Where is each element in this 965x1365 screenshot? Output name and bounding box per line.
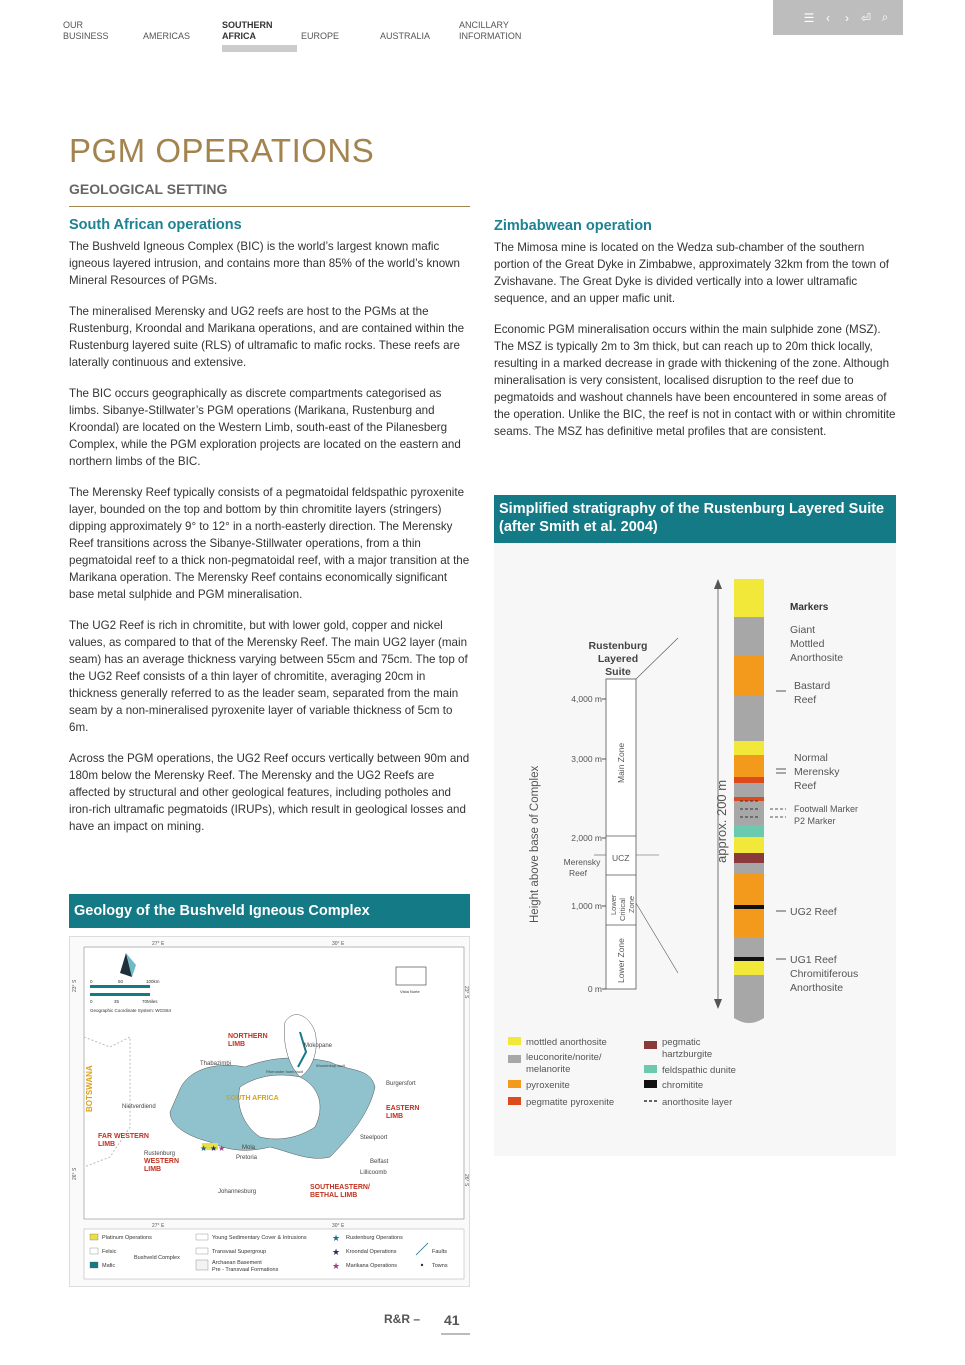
- legend-label: pyroxenite: [526, 1080, 570, 1091]
- tick-label: 2,000 m: [571, 833, 602, 843]
- scale-label: 35: [114, 999, 120, 1004]
- nav-ancillary-information[interactable]: [459, 20, 521, 42]
- layer-mottled-anorthosite: [734, 741, 764, 755]
- legend-label: Transvaal Supergroup: [212, 1249, 267, 1255]
- layer-mottled-anorthosite: [734, 961, 764, 975]
- layer-pegmatite-pyroxenite: [734, 797, 764, 801]
- map-label: FAR WESTERN: [98, 1133, 149, 1140]
- map-label: Thabazimbi: [200, 1061, 232, 1067]
- scale-bar: [90, 985, 150, 988]
- legend-swatch: [90, 1248, 98, 1254]
- merensky-left-label: Merensky: [563, 857, 601, 867]
- merensky-left-label: Reef: [569, 868, 587, 878]
- toolbar: [773, 0, 903, 35]
- nav-southern-africa[interactable]: [222, 20, 273, 42]
- menu-icon[interactable]: ☰: [803, 10, 815, 25]
- title-divider: [69, 206, 470, 207]
- scale-label: 70Miles: [142, 999, 158, 1004]
- map-label: Mola: [242, 1145, 256, 1151]
- tick-label: 4,000 m: [571, 694, 602, 704]
- left-column: [69, 217, 473, 849]
- legend-label: mottled anorthosite: [526, 1037, 607, 1048]
- legend-label: Young Sedimentary Cover & Intrusions: [212, 1235, 307, 1241]
- nav-label: AMERICAS: [143, 31, 191, 41]
- legend-label: hartzburgite: [662, 1049, 713, 1060]
- grid-label: 26° S: [463, 1174, 469, 1187]
- layer-chromitite: [734, 905, 764, 909]
- search-icon[interactable]: ⌕: [881, 10, 889, 24]
- legend-swatch: [644, 1065, 657, 1073]
- layer-pyroxenite: [734, 755, 764, 777]
- y-ticks: [571, 694, 606, 994]
- bushveld-map: [69, 936, 470, 1287]
- paragraph: The BIC occurs geographically as discrete compartments categorised as limbs. Sibanye-Stillwater’s PGM operations (Marikana, Rustenburg and Kroondal) are located on the Western Limb, south-east of the Pilanesberg Complex, while the PGM exploration projects are located on the eastern and northern limbs of the BIC.: [69, 387, 461, 468]
- legend-swatch: [90, 1262, 98, 1268]
- nav-our-business[interactable]: [63, 20, 109, 42]
- legend-label: chromitite: [662, 1080, 704, 1091]
- map-label: BETHAL LIMB: [310, 1192, 358, 1199]
- legend-label: Rustenburg Operations: [346, 1235, 403, 1241]
- zone-label: Lower Zone: [616, 938, 626, 983]
- stratigraphy-figure: [494, 543, 896, 1156]
- scale-label: 0: [90, 979, 93, 984]
- page-number: 41: [444, 1312, 460, 1328]
- grid-label: 30° E: [332, 941, 345, 947]
- map-label: LIMB: [386, 1113, 404, 1120]
- layer-pyroxenite: [734, 655, 764, 695]
- map-svg: [70, 937, 469, 1286]
- markers-heading: Markers: [790, 602, 829, 613]
- legend-label: Marikana Operations: [346, 1263, 398, 1269]
- marker-label: Mottled: [790, 638, 825, 650]
- legend-swatch: [196, 1234, 208, 1240]
- map-label: Lillicoomb: [360, 1170, 387, 1176]
- layer-norite: [734, 937, 764, 957]
- paragraph: Economic PGM mineralisation occurs within the main sulphide zone (MSZ). The MSZ is typically 2m to 3m thick, but can reach up to 20m thick locally, resulting in a marked decrease in grade with thickening of the zone. Although mineralisation is very consistent, localised disruption to the reef due to pegmatoids and washout channels have been encountered in some areas of the operation. Unlike the BIC, the reef is not in contact with or within chromitite seams. The MSZ has definitive metal profiles that are consistent.: [494, 323, 896, 438]
- grid-label: 26° S: [72, 1167, 78, 1180]
- legend-swatch: [508, 1097, 521, 1105]
- strat-svg: [494, 543, 896, 1156]
- zone-label: Main Zone: [616, 742, 626, 783]
- scale-bar: [90, 993, 150, 996]
- town-dot-icon: [421, 1264, 423, 1266]
- marker-label: UG2 Reef: [790, 906, 837, 918]
- map-figure-title: Geology of the Bushveld Igneous Complex: [69, 894, 470, 928]
- legend-swatch: [508, 1080, 521, 1088]
- legend-label: leuconorite/norite/: [526, 1052, 602, 1063]
- grid-label: 23° S: [72, 979, 78, 992]
- zone-label: Zone: [627, 895, 636, 913]
- coord-system: Geographic Coordinate System: WGS84: [90, 1008, 172, 1013]
- strat-column: [734, 579, 764, 1023]
- map-label: Rhenoster hoek fault: [266, 1069, 303, 1074]
- map-label: Johannesburg: [218, 1189, 257, 1195]
- suite-label: Layered: [597, 653, 639, 665]
- marker-label: Giant: [790, 624, 816, 636]
- grid-label: 27° E: [152, 1223, 165, 1229]
- layer-norite: [734, 801, 764, 825]
- legend-label: melanorite: [526, 1064, 571, 1075]
- map-label: Pretoria: [236, 1155, 258, 1161]
- footer-doc-label: R&R –: [384, 1312, 421, 1326]
- nav-americas[interactable]: [143, 20, 190, 42]
- layer-mottled-anorthosite: [734, 579, 764, 617]
- marker-label: Normal: [794, 752, 828, 764]
- legend-label: anorthosite layer: [662, 1097, 733, 1108]
- strat-legend: [508, 1037, 736, 1108]
- legend-label: Felsic: [102, 1249, 117, 1255]
- marker-label: Anorthosite: [790, 982, 844, 994]
- paragraph: The mineralised Merensky and UG2 reefs are host to the PGMs at the Rustenburg, Kroondal and Marikana operations, and are contained within the Rustenburg layered suite (RLS) of ultramafic to mafic rocks. These reefs are laterally continuous and extensive.: [69, 305, 465, 369]
- legend-swatch: [196, 1248, 208, 1254]
- legend-swatch: [90, 1234, 98, 1240]
- map-label: Belfast: [370, 1159, 389, 1165]
- marker-label: Anorthosite: [790, 652, 844, 664]
- layer-norite-base: [734, 975, 764, 1023]
- marker-label: P2 Marker: [794, 816, 836, 826]
- nav-label: BUSINESS: [63, 31, 109, 41]
- legend-swatch: [508, 1055, 521, 1063]
- nav-label: AUSTRALIA: [380, 31, 431, 41]
- legend-label: pegmatic: [662, 1037, 701, 1048]
- marker-label: Chromitiferous: [790, 968, 859, 980]
- active-tab-indicator: [222, 45, 297, 52]
- layer-norite: [734, 783, 764, 797]
- map-label: SOUTH AFRICA: [226, 1095, 279, 1102]
- nav-label: OUR: [63, 20, 83, 30]
- suite-label: Rustenburg: [588, 640, 648, 652]
- layer-pyroxenite: [734, 873, 764, 905]
- paragraph: The UG2 Reef is rich in chromitite, but with lower gold, copper and nickel values, as compared to that of the Merensky Reef. The main UG2 layer (main seam) has an average thickness varying between 55cm and 75cm. The top of the UG2 Reef consists of a thin layer of chromitite, averaging 20cm in thickness generally referred to as the leader seam, separated from the main seam by a non-mineralised pyroxenite layer of variable thickness of 5cm to 6m.: [69, 619, 468, 734]
- layer-mottled-anorthosite: [734, 837, 764, 853]
- layer-norite: [734, 863, 764, 873]
- legend-label: pegmatite pyroxenite: [526, 1097, 615, 1108]
- zone-label: UCZ: [612, 853, 630, 863]
- footer-underline: [441, 1333, 470, 1335]
- layer-chromitite: [734, 957, 764, 961]
- map-label: LIMB: [144, 1166, 162, 1173]
- layer-pyroxenite: [734, 909, 764, 937]
- nav-label: SOUTHERN: [222, 20, 273, 30]
- legend-swatch: [508, 1037, 521, 1045]
- grid-label: 23° S: [463, 986, 469, 999]
- tick-label: 1,000 m: [571, 901, 602, 911]
- page-title: PGM OPERATIONS: [69, 132, 375, 169]
- paragraph: The Merensky Reef typically consists of a pegmatoidal feldspathic pyroxenite layer, bounded on the top and bottom by thin chromitite layers (stringers) dipping approximately 9° to 12° in a north-easterly direction. The Merensky Reef transitions across the Sibanye-Stillwater operations, from a thin pegmatoidal reef to a thick non-pegmatoidal reef, with a major transition at the Marikana operation. The Merensky Reef contains economically significant base metal sulphide and PGM mineralisation.: [69, 486, 470, 601]
- zone-label: Lower: [609, 894, 618, 915]
- legend-swatch: [196, 1260, 208, 1270]
- suite-label: Suite: [605, 666, 631, 678]
- paragraph: The Bushveld Igneous Complex (BIC) is the world’s largest known mafic igneous layered intrusion, and contains more than 85% of the world’s known Mineral Resources of PGMs.: [69, 240, 460, 287]
- nav-label: EUROPE: [301, 31, 340, 41]
- map-label: Steelpoort: [360, 1135, 388, 1141]
- strat-figure-title: Simplified stratigraphy of the Rustenburg Layered Suite (after Smith et al. 2004): [494, 495, 896, 543]
- marikana-ops-star-icon: ★: [218, 1144, 226, 1153]
- layer-feldspathic-dunite: [734, 825, 764, 837]
- inset-label: Vista Norte: [400, 989, 420, 994]
- zone-label: Critical: [618, 898, 627, 921]
- marker-label: Merensky: [794, 766, 840, 778]
- chevron-right-icon[interactable]: ›: [845, 10, 849, 25]
- map-label: WESTERN: [144, 1158, 179, 1165]
- marker-label: Bastard: [794, 680, 831, 692]
- paragraph: Across the PGM operations, the UG2 Reef occurs vertically between 90m and 180m below the Merensky Reef. The Merensky and the UG2 Reefs are affected by structural and other geological features, including potholes and iron-rich ultramafic pegmatoids (IRUPs), which result in geological losses and have an impact on mining.: [69, 752, 470, 833]
- map-label: Mokopane: [304, 1043, 333, 1049]
- right-column: [494, 218, 896, 454]
- legend-label: Kroondal Operations: [346, 1249, 397, 1255]
- marker-label: Reef: [794, 780, 817, 792]
- map-label: Wonderkop fault: [316, 1063, 346, 1068]
- marker-label: UG1 Reef: [790, 954, 837, 966]
- approx-label: approx. 200 m: [714, 779, 729, 863]
- grid-label: 30° E: [332, 1223, 345, 1229]
- scale-label: 0: [90, 999, 93, 1004]
- legend-label: Faults: [432, 1249, 447, 1255]
- legend-label: Mafic: [102, 1263, 116, 1269]
- legend-label: Pre - Transvaal Formations: [212, 1267, 279, 1273]
- layer-pegmatite-pyroxenite: [734, 777, 764, 783]
- inset-map: [396, 967, 426, 985]
- legend-label: Bushveld Complex: [134, 1255, 180, 1261]
- marikana-star-icon: ★: [332, 1261, 341, 1271]
- map-label: NORTHERN: [228, 1033, 268, 1040]
- y-axis-label: Height above base of Complex: [529, 765, 541, 923]
- map-label: EASTERN: [386, 1105, 420, 1112]
- map-label: LIMB: [228, 1041, 246, 1048]
- tick-label: 3,000 m: [571, 754, 602, 764]
- map-label: Rustenburg: [144, 1151, 176, 1157]
- page-subtitle: GEOLOGICAL SETTING: [69, 181, 228, 197]
- legend-label: feldspathic dunite: [662, 1065, 736, 1076]
- kroondal-star-icon: ★: [332, 1247, 341, 1257]
- nav-europe[interactable]: [301, 20, 339, 42]
- tick-label: 0 m: [587, 984, 602, 994]
- rustenburg-ops-star-icon: ★: [200, 1144, 208, 1153]
- legend-label: Towns: [432, 1263, 448, 1269]
- nav-label: AFRICA: [222, 31, 256, 41]
- marker-label: Footwall Marker: [794, 804, 859, 814]
- paragraph: The Mimosa mine is located on the Wedza sub-chamber of the southern portion of the Great Dyke in Zimbabwe, approximately 32km from the town of Zvishavane. The Great Dyke is divided vertically into a lower ultramafic sequence, and an upper mafic unit.: [494, 241, 890, 305]
- arrow-up-icon: [714, 579, 722, 589]
- map-label: Burgersfort: [386, 1081, 416, 1087]
- return-icon[interactable]: ⏎: [860, 10, 872, 25]
- zimbabwean-heading: Zimbabwean operation: [494, 218, 652, 234]
- felsic-body: [239, 1075, 320, 1139]
- scale-label: 50: [118, 979, 124, 984]
- marker-label: Reef: [794, 694, 817, 706]
- map-label: SOUTHEASTERN/: [310, 1184, 370, 1191]
- layer-norite: [734, 695, 764, 741]
- nav-australia[interactable]: [380, 20, 430, 42]
- rustenburg-star-icon: ★: [332, 1233, 341, 1243]
- botswana-label: BOTSWANA: [85, 1065, 94, 1112]
- map-label: LIMB: [98, 1141, 116, 1148]
- legend-swatch: [644, 1080, 657, 1088]
- kroondal-ops-star-icon: ★: [210, 1144, 218, 1153]
- layer-norite: [734, 617, 764, 655]
- legend-label: Platinum Operations: [102, 1235, 152, 1241]
- chevron-left-icon[interactable]: ‹: [826, 10, 830, 25]
- arrow-down-icon: [714, 999, 722, 1009]
- nav-label: ANCILLARY: [459, 20, 509, 30]
- nav-label: INFORMATION: [459, 31, 522, 41]
- legend-label: Archaean Basement: [212, 1260, 262, 1266]
- south-african-heading: South African operations: [69, 217, 242, 233]
- layer-pegmatic-hartzburgite: [734, 853, 764, 863]
- scale-label: 100km: [146, 979, 160, 984]
- grid-label: 27° E: [152, 941, 165, 947]
- map-label: Nietverdiend: [122, 1104, 156, 1110]
- legend-swatch: [644, 1041, 657, 1049]
